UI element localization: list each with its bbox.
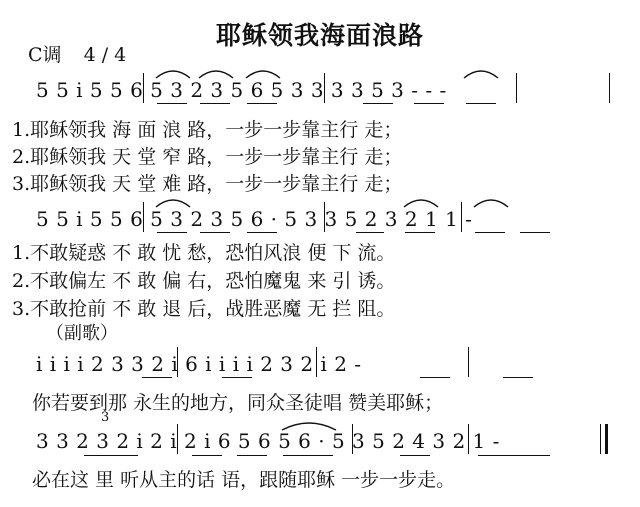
beam-underline: [356, 232, 384, 233]
notation-row-4: 3 3 2 3 2 i 2 i 2 i 6 5 6 5 6 · 5 3 5 2 4 3 2 1 -: [36, 429, 500, 453]
beam-underline: [200, 103, 230, 104]
time-signature: 4 / 4: [83, 44, 127, 66]
barline: [468, 424, 469, 454]
lyric-line: 2.耶稣领我 天 堂 窄 路，一步一步靠主行 走；: [12, 146, 403, 168]
beam-underline: [192, 455, 222, 456]
beam-underline: [157, 103, 187, 104]
barline: [516, 73, 517, 103]
slur-mark: [153, 195, 193, 209]
notation-row-3: i i i i 2 3 3 2 i 6 i i i i 2 3 2 i 2 -: [36, 352, 362, 376]
beam-underline: [283, 455, 333, 456]
lyric-line: 3.耶稣领我 天 堂 难 路，一步一步靠主行 走；: [12, 173, 403, 195]
barline: [177, 347, 178, 377]
key-and-time-signature: [28, 40, 126, 67]
beam-underline: [466, 103, 496, 104]
barline: [316, 347, 317, 377]
beam-underline: [247, 232, 277, 233]
slur-mark: [153, 66, 193, 80]
barline: [461, 202, 462, 232]
beam-underline: [520, 232, 550, 233]
song-title: 耶稣领我海面浪路: [215, 21, 424, 50]
key-signature: C调: [28, 44, 62, 66]
notation-row-2: 5 5 i 5 5 6 5 3 2 3 5 6 · 5 3 3 5 2 3 2 1 1 -: [36, 207, 472, 231]
slur-mark: [243, 66, 283, 80]
slur-mark: [401, 195, 441, 209]
lyric-line: 必在这 里 听从主的话 语，跟随耶稣 一步一步走。: [32, 469, 456, 491]
barline: [143, 202, 144, 232]
beam-underline: [142, 377, 172, 378]
chorus-label: （副歌）: [46, 323, 118, 344]
beam-underline: [475, 232, 505, 233]
lyric-line: 1.不敢疑惑 不 敢 忧 愁，恐怕风浪 便 下 流。: [12, 242, 396, 264]
beam-underline: [200, 232, 230, 233]
lyric-line: 2.不敢偏左 不 敢 偏 右，恐怕魔鬼 来 引 诱。: [12, 270, 396, 292]
beam-underline: [222, 377, 252, 378]
beam-underline: [420, 377, 450, 378]
beam-underline: [157, 232, 187, 233]
beam-underline: [503, 377, 533, 378]
beam-underline: [363, 103, 393, 104]
barline: [324, 202, 325, 232]
barline: [468, 347, 469, 377]
lyric-line: 3.不敢抢前 不 敢 退 后，战胜恶魔 无 拦 阻。: [12, 298, 396, 320]
barline: [609, 73, 610, 103]
lyric-line: 你若要到那 永生的地方，同众圣徒唱 赞美耶稣；: [32, 392, 444, 414]
barline: [143, 73, 144, 103]
triplet-mark: 3: [101, 410, 110, 425]
barline: [352, 424, 353, 454]
beam-underline: [237, 455, 267, 456]
slur-mark: [279, 418, 339, 432]
final-barline-thick: [605, 424, 608, 454]
barline: [177, 424, 178, 454]
final-barline-thin: [600, 424, 601, 454]
slur-mark: [196, 66, 236, 80]
barline: [324, 73, 325, 103]
beam-underline: [400, 455, 430, 456]
slur-mark: [461, 66, 501, 80]
beam-underline: [84, 455, 138, 456]
beam-underline: [247, 103, 277, 104]
beam-underline: [478, 455, 550, 456]
beam-underline: [405, 232, 435, 233]
beam-underline: [414, 103, 444, 104]
slur-mark: [471, 195, 511, 209]
lyric-line: 1.耶稣领我 海 面 浪 路，一步一步靠主行 走；: [12, 119, 403, 141]
notation-row-1: 5 5 i 5 5 6 5 3 2 3 5 6 5 3 3 3 3 5 3 - - -: [36, 78, 447, 102]
